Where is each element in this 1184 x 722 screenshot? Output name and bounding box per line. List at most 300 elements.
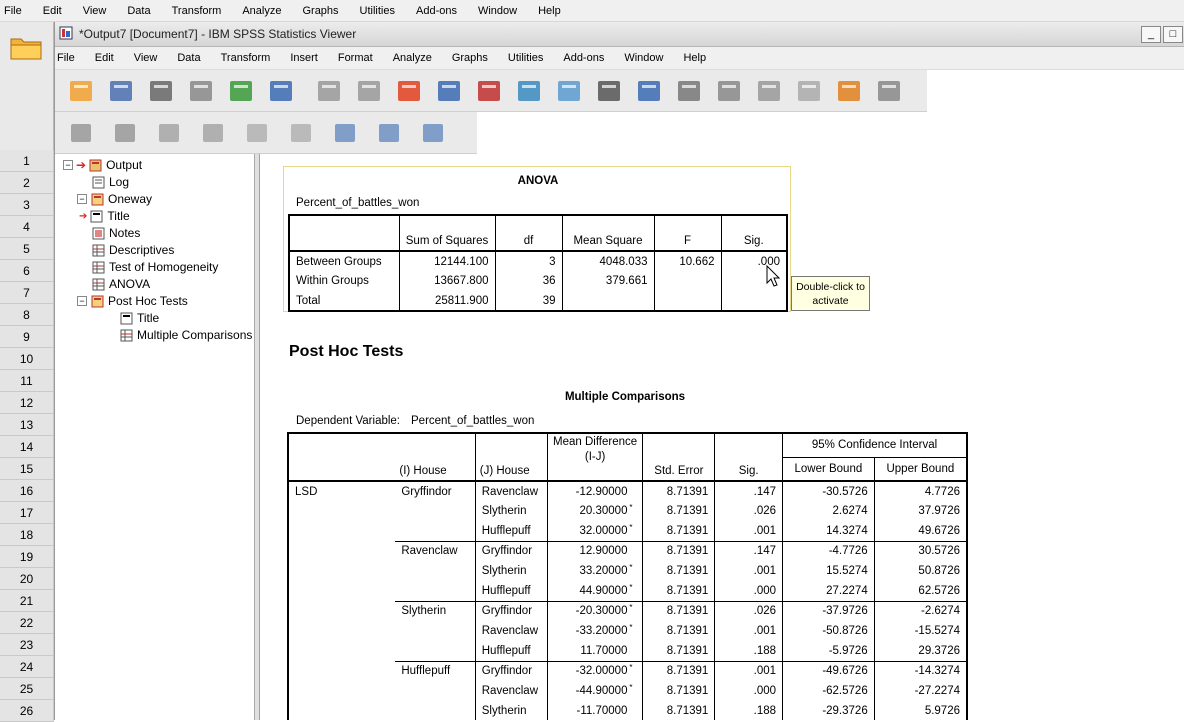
viewer-menu-insert[interactable]: Insert	[290, 52, 318, 64]
header-upper-bound: Upper Bound	[874, 457, 967, 481]
anova-cell: 12144.100	[399, 251, 495, 271]
weight-cases-icon[interactable]	[593, 75, 625, 107]
j-house-cell: Ravenclaw	[475, 681, 547, 701]
mean-difference-value: -20.30000	[575, 605, 628, 618]
viewer-toolbar-main	[55, 70, 927, 112]
viewer-menu-transform[interactable]: Transform	[220, 52, 271, 64]
goto-case-icon[interactable]	[433, 75, 465, 107]
upper-bound-cell: 4.7726	[874, 481, 967, 501]
designate-window-icon[interactable]	[633, 75, 665, 107]
j-house-cell: Slytherin	[475, 701, 547, 720]
current-arrow-icon: ➔	[76, 158, 87, 172]
editor-menu-add-ons[interactable]: Add-ons	[416, 4, 457, 17]
output-book-icon	[88, 158, 102, 172]
output-content-pane	[260, 154, 1184, 720]
editor-menu-data[interactable]: Data	[127, 4, 151, 17]
lower-bound-cell: 2.6274	[783, 501, 875, 521]
outline-item-notes[interactable]	[91, 225, 140, 241]
significance-star: *	[629, 563, 633, 572]
editor-menu-window[interactable]: Window	[477, 4, 518, 17]
upper-bound-cell: 30.5726	[874, 541, 967, 561]
lower-bound-cell: -29.3726	[783, 701, 875, 720]
select-cases-icon[interactable]	[553, 75, 585, 107]
sig-cell: .001	[715, 561, 783, 581]
viewer-menu-edit[interactable]: Edit	[94, 52, 114, 64]
data-editor-left-panel	[0, 22, 54, 720]
outline-item-oneway[interactable]	[77, 191, 152, 207]
i-house-cell	[395, 701, 475, 720]
sig-cell: .147	[715, 541, 783, 561]
j-house-cell: Slytherin	[475, 501, 547, 521]
outline-item-descriptives[interactable]	[91, 242, 174, 258]
row-number[interactable]: 8	[0, 304, 54, 326]
row-number[interactable]: 15	[0, 458, 54, 480]
anova-cell: 39	[495, 291, 562, 311]
spss-viewer-icon	[59, 26, 73, 43]
method-cell	[288, 641, 395, 661]
method-cell	[288, 621, 395, 641]
maximize-button[interactable]: □	[1163, 26, 1183, 43]
row-number[interactable]: 1	[0, 150, 54, 172]
lower-bound-cell: -4.7726	[783, 541, 875, 561]
table-icon	[91, 260, 105, 274]
anova-cell	[721, 291, 787, 311]
anova-row	[289, 251, 787, 271]
minimize-button[interactable]: _	[1141, 26, 1161, 43]
mean-difference-value: -11.70000	[576, 704, 628, 717]
table-row	[288, 701, 967, 720]
mean-difference-value: 33.20000	[579, 565, 628, 577]
std-error-cell: 8.71391	[643, 481, 715, 501]
collapse-icon[interactable]	[197, 117, 229, 149]
lower-bound-cell: -62.5726	[783, 681, 875, 701]
method-cell	[288, 581, 395, 601]
anova-header: Sig.	[721, 215, 787, 251]
lower-bound-cell: -50.8726	[783, 621, 875, 641]
outline-item-anova[interactable]	[91, 276, 150, 292]
editor-menu-file[interactable]: File	[4, 4, 22, 17]
viewer-menu-analyze[interactable]: Analyze	[392, 52, 432, 64]
multiple-comparisons-title: Multiple Comparisons	[564, 391, 686, 403]
row-number[interactable]: 16	[0, 480, 54, 502]
mean-difference-cell	[547, 641, 643, 661]
outline-item-output[interactable]	[63, 157, 142, 173]
method-cell	[288, 541, 395, 561]
outline-label: Test of Homogeneity	[109, 260, 219, 274]
table-row	[288, 621, 967, 641]
header-lower-bound: Lower Bound	[783, 457, 875, 481]
std-error-cell: 8.71391	[643, 501, 715, 521]
row-number[interactable]: 24	[0, 656, 54, 678]
insert-heading-icon[interactable]	[329, 117, 361, 149]
table-row	[288, 501, 967, 521]
i-house-cell	[395, 581, 475, 601]
mean-difference-value: 11.70000	[580, 644, 628, 657]
insert-output-icon[interactable]	[673, 75, 705, 107]
data-editor-menubar	[0, 0, 1184, 22]
viewer-menu-window[interactable]: Window	[624, 52, 664, 64]
i-house-cell	[395, 561, 475, 581]
method-cell	[288, 701, 395, 720]
anova-cell	[562, 291, 654, 311]
print-icon[interactable]	[145, 75, 177, 107]
row-number[interactable]: 4	[0, 216, 54, 238]
significance-star: *	[629, 603, 633, 613]
mouse-cursor-icon	[766, 265, 780, 290]
row-number[interactable]: 7	[0, 282, 54, 304]
multiple-comparisons-table[interactable]	[287, 432, 968, 720]
significance-star: *	[629, 503, 633, 512]
table-row	[288, 581, 967, 601]
upper-bound-cell: 5.9726	[874, 701, 967, 720]
mean-difference-cell	[547, 601, 643, 621]
i-house-cell	[395, 681, 475, 701]
i-house-cell	[395, 621, 475, 641]
mean-difference-cell	[547, 681, 643, 701]
activate-tooltip: Double-click to activate	[791, 276, 870, 311]
promote-icon[interactable]	[65, 117, 97, 149]
significance-star: *	[629, 582, 633, 592]
j-house-cell: Slytherin	[475, 561, 547, 581]
header-std-error: Std. Error	[643, 433, 715, 481]
i-house-cell	[395, 641, 475, 661]
row-number[interactable]: 11	[0, 370, 54, 392]
upper-bound-cell: 62.5726	[874, 581, 967, 601]
row-number[interactable]: 20	[0, 568, 54, 590]
row-number[interactable]: 12	[0, 392, 54, 414]
upper-bound-cell: -15.5274	[874, 621, 967, 641]
outline-item-log[interactable]	[91, 174, 129, 190]
collapse-toggle-icon[interactable]: −	[63, 160, 73, 170]
current-arrow-icon: ➔	[79, 210, 88, 222]
collapse-toggle-icon[interactable]: −	[77, 296, 87, 306]
lower-bound-cell: -49.6726	[783, 661, 875, 681]
anova-title: ANOVA	[517, 175, 559, 187]
output-viewer-window	[54, 22, 1184, 720]
goto-data-icon[interactable]	[393, 75, 425, 107]
i-house-cell: Slytherin	[395, 601, 475, 621]
viewer-menu-add-ons[interactable]: Add-ons	[563, 52, 605, 64]
sig-cell: .026	[715, 601, 783, 621]
lower-bound-cell: -5.9726	[783, 641, 875, 661]
anova-header: Sum of Squares	[399, 215, 495, 251]
row-number[interactable]: 22	[0, 612, 54, 634]
title-icon	[119, 311, 133, 325]
method-cell: LSD	[295, 485, 318, 498]
lower-bound-cell: -37.9726	[783, 601, 875, 621]
anova-header: Mean Square	[562, 215, 654, 251]
std-error-cell: 8.71391	[643, 701, 715, 720]
anova-cell: 3	[495, 251, 562, 271]
std-error-cell: 8.71391	[643, 621, 715, 641]
editor-menu-help[interactable]: Help	[538, 4, 561, 17]
open-folder-icon[interactable]	[6, 30, 46, 64]
lower-bound-cell: 27.2274	[783, 581, 875, 601]
mean-difference-cell	[547, 561, 643, 581]
outline-item-multiple-comparisons[interactable]	[119, 327, 252, 343]
method-cell	[288, 501, 395, 521]
i-house-cell: Gryffindor	[401, 485, 452, 498]
table-icon	[119, 328, 133, 342]
row-number[interactable]: 18	[0, 524, 54, 546]
log-icon	[91, 175, 105, 189]
mean-difference-value: -33.20000	[575, 625, 628, 637]
viewer-menu-graphs[interactable]: Graphs	[451, 52, 488, 64]
method-cell	[288, 521, 395, 541]
mean-difference-cell	[547, 481, 643, 501]
outline-label: Oneway	[108, 192, 153, 206]
i-house-cell	[395, 501, 475, 521]
table-icon	[91, 243, 105, 257]
viewer-menu-utilities[interactable]: Utilities	[507, 52, 544, 64]
anova-header: F	[654, 215, 721, 251]
insert-text-icon[interactable]	[793, 75, 825, 107]
header-i-house: (I) House	[395, 433, 475, 481]
viewer-menu-view[interactable]: View	[133, 52, 158, 64]
sig-cell: .000	[715, 581, 783, 601]
book-icon	[90, 294, 104, 308]
row-number[interactable]: 17	[0, 502, 54, 524]
anova-pivot-table[interactable]	[283, 166, 791, 312]
hide-icon[interactable]	[285, 117, 317, 149]
row-number[interactable]: 19	[0, 546, 54, 568]
upper-bound-cell: -2.6274	[874, 601, 967, 621]
anova-cell: 4048.033	[562, 251, 654, 271]
mean-difference-cell	[547, 621, 643, 641]
viewer-menu-help[interactable]: Help	[683, 52, 707, 64]
row-number[interactable]: 6	[0, 260, 54, 282]
significance-star: *	[629, 522, 633, 532]
sig-cell: .147	[715, 481, 783, 501]
anova-cell: Within Groups	[296, 275, 369, 287]
outline-label: ANOVA	[109, 277, 151, 291]
significance-star: *	[629, 683, 633, 692]
insert-text-icon[interactable]	[417, 117, 449, 149]
mean-difference-cell	[547, 661, 643, 681]
table-row	[288, 601, 967, 621]
anova-cell: 10.662	[654, 251, 721, 271]
method-cell	[288, 681, 395, 701]
insert-title-icon[interactable]	[373, 117, 405, 149]
header-sig: Sig.	[715, 433, 783, 481]
outline-pane	[55, 154, 255, 720]
lower-bound-cell: -30.5726	[783, 481, 875, 501]
mc-dependent-variable	[296, 415, 534, 427]
lower-bound-cell: 15.5274	[783, 561, 875, 581]
table-row	[288, 521, 967, 541]
mean-difference-value: -32.00000	[575, 665, 628, 678]
anova-cell: 25811.900	[399, 291, 495, 311]
show-icon[interactable]	[241, 117, 273, 149]
anova-cell: Total	[296, 294, 321, 307]
run-script-icon[interactable]	[833, 75, 865, 107]
expand-icon[interactable]	[153, 117, 185, 149]
j-house-cell: Gryffindor	[475, 601, 547, 621]
row-number[interactable]: 23	[0, 634, 54, 656]
title-icon	[89, 209, 103, 223]
j-house-cell: Hufflepuff	[475, 521, 547, 541]
upper-bound-cell: 49.6726	[874, 521, 967, 541]
editor-menu-analyze[interactable]: Analyze	[242, 4, 282, 17]
method-cell	[288, 601, 395, 621]
anova-cell: 13667.800	[399, 271, 495, 291]
upper-bound-cell: 29.3726	[874, 641, 967, 661]
sig-cell: .188	[715, 701, 783, 720]
upper-bound-cell: 37.9726	[874, 501, 967, 521]
anova-header	[289, 215, 399, 251]
viewer-toolbar-outline	[55, 112, 477, 154]
mean-difference-value: 12.90000	[579, 545, 628, 558]
j-house-cell: Hufflepuff	[475, 581, 547, 601]
anova-cell: .000	[721, 251, 787, 271]
row-number[interactable]: 5	[0, 238, 54, 260]
mean-difference-value: 32.00000	[579, 524, 628, 537]
editor-menu-transform[interactable]: Transform	[171, 4, 222, 17]
outline-item-post-hoc-tests[interactable]	[77, 293, 188, 309]
table-row	[288, 681, 967, 701]
j-house-cell: Ravenclaw	[475, 621, 547, 641]
outline-label: Title	[137, 311, 160, 325]
blank-icon[interactable]	[873, 75, 905, 107]
upper-bound-cell: 50.8726	[874, 561, 967, 581]
mean-difference-cell	[547, 501, 643, 521]
table-row	[288, 541, 967, 561]
std-error-cell: 8.71391	[643, 661, 715, 681]
i-house-cell: Hufflepuff	[395, 661, 475, 681]
outline-label: Title	[107, 209, 130, 223]
save-icon[interactable]	[105, 75, 137, 107]
row-number[interactable]: 25	[0, 678, 54, 700]
header-j-house: (J) House	[475, 433, 547, 481]
insert-title-icon[interactable]	[753, 75, 785, 107]
demote-icon[interactable]	[109, 117, 141, 149]
j-house-cell: Gryffindor	[475, 541, 547, 561]
table-row	[288, 641, 967, 661]
mean-difference-value: -12.90000	[575, 485, 628, 498]
row-number[interactable]: 10	[0, 348, 54, 370]
export-icon[interactable]	[225, 75, 257, 107]
sig-cell: .026	[715, 501, 783, 521]
outline-item-title[interactable]	[79, 208, 130, 224]
viewer-menu-file[interactable]: File	[57, 52, 75, 64]
outline-label: Multiple Comparisons	[137, 328, 253, 342]
row-number[interactable]: 21	[0, 590, 54, 612]
j-house-cell: Gryffindor	[475, 661, 547, 681]
mc-dv-value: Percent_of_battles_won	[411, 415, 535, 427]
recall-dialog-icon[interactable]	[265, 75, 297, 107]
anova-cell: 36	[495, 271, 562, 291]
viewer-titlebar	[55, 22, 1184, 47]
anova-dependent-variable: Percent_of_battles_won	[296, 197, 420, 209]
lower-bound-cell: 14.3274	[783, 521, 875, 541]
row-number-column	[0, 150, 54, 722]
upper-bound-cell: -27.2274	[874, 681, 967, 701]
upper-bound-cell: -14.3274	[874, 661, 967, 681]
significance-star: *	[629, 623, 633, 632]
table-row	[288, 481, 967, 501]
std-error-cell: 8.71391	[643, 521, 715, 541]
row-number[interactable]: 14	[0, 436, 54, 458]
editor-menu-view[interactable]: View	[82, 4, 107, 17]
anova-row	[289, 291, 787, 311]
method-cell	[288, 561, 395, 581]
editor-menu-edit[interactable]: Edit	[42, 4, 62, 17]
std-error-cell: 8.71391	[643, 541, 715, 561]
goto-variable-icon[interactable]	[473, 75, 505, 107]
row-number[interactable]: 26	[0, 700, 54, 722]
window-title: *Output7 [Document7] - IBM SPSS Statistics Viewer	[79, 27, 357, 41]
notes-icon	[91, 226, 105, 240]
anova-cell	[654, 271, 721, 291]
table-row	[288, 561, 967, 581]
std-error-cell: 8.71391	[643, 601, 715, 621]
sig-cell: .001	[715, 661, 783, 681]
j-house-cell: Hufflepuff	[475, 641, 547, 661]
row-number[interactable]: 2	[0, 172, 54, 194]
anova-header: df	[495, 215, 562, 251]
i-house-cell: Ravenclaw	[395, 541, 475, 561]
significance-star: *	[629, 663, 633, 673]
post-hoc-heading: Post Hoc Tests	[289, 343, 404, 360]
std-error-cell: 8.71391	[643, 561, 715, 581]
anova-cell	[654, 291, 721, 311]
variables-icon[interactable]	[513, 75, 545, 107]
table-row	[288, 661, 967, 681]
mean-difference-cell	[547, 701, 643, 720]
sig-cell: .001	[715, 621, 783, 641]
book-icon	[90, 192, 104, 206]
editor-menu-graphs[interactable]: Graphs	[302, 4, 339, 17]
open-icon[interactable]	[65, 75, 97, 107]
collapse-toggle-icon[interactable]: −	[77, 194, 87, 204]
row-number[interactable]: 13	[0, 414, 54, 436]
header-confidence-interval: 95% Confidence Interval	[783, 433, 967, 457]
std-error-cell: 8.71391	[643, 681, 715, 701]
outline-label: Notes	[109, 226, 141, 240]
undo-icon[interactable]	[313, 75, 345, 107]
mean-difference-value: 20.30000	[579, 505, 628, 517]
row-number[interactable]: 9	[0, 326, 54, 348]
mean-difference-value: -44.90000	[575, 685, 628, 697]
header-mean-difference: Mean Difference (I-J)	[547, 433, 643, 481]
sig-cell: .001	[715, 521, 783, 541]
viewer-menu-format[interactable]: Format	[337, 52, 373, 64]
anova-cell: Between Groups	[296, 255, 382, 268]
sig-cell: .188	[715, 641, 783, 661]
mean-difference-cell	[547, 581, 643, 601]
method-cell	[288, 661, 395, 681]
table-icon	[91, 277, 105, 291]
outline-item-title[interactable]	[119, 310, 159, 326]
std-error-cell: 8.71391	[643, 581, 715, 601]
redo-icon[interactable]	[353, 75, 385, 107]
insert-heading-icon[interactable]	[713, 75, 745, 107]
j-house-cell: Ravenclaw	[475, 481, 547, 501]
row-number[interactable]: 3	[0, 194, 54, 216]
outline-item-test-of-homogeneity[interactable]	[91, 259, 218, 275]
outline-label: Log	[109, 175, 130, 189]
editor-menu-utilities[interactable]: Utilities	[359, 4, 395, 17]
anova-table	[288, 214, 788, 312]
anova-row	[289, 271, 787, 291]
mean-difference-value: 44.90000	[579, 584, 628, 597]
print-preview-icon[interactable]	[185, 75, 217, 107]
outline-label: Descriptives	[109, 243, 175, 257]
std-error-cell: 8.71391	[643, 641, 715, 661]
outline-label: Output	[106, 158, 143, 172]
viewer-menu-data[interactable]: Data	[177, 52, 201, 64]
i-house-cell	[395, 521, 475, 541]
